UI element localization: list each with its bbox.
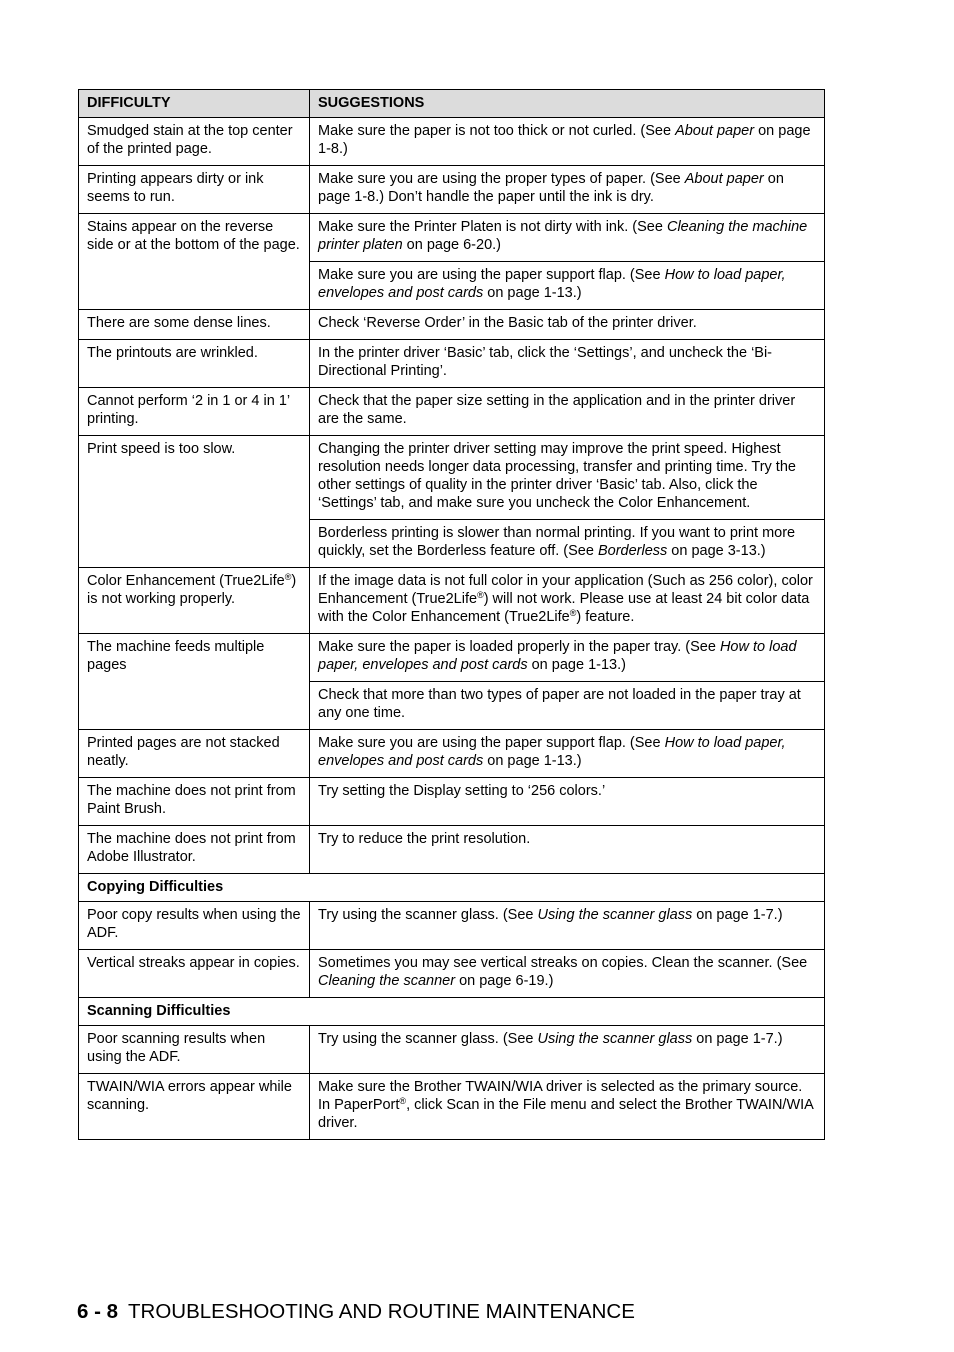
difficulty-cell: The machine does not print from Paint Brush. [79,778,310,826]
suggestion-cell: In the printer driver ‘Basic’ tab, click the ‘Settings’, and uncheck the ‘Bi-Directional Printing’. [310,340,825,388]
difficulty-cell: Stains appear on the reverse side or at the bottom of the page. [79,214,310,310]
suggestion-cell: Check that the paper size setting in the application and in the printer driver are the same. [310,388,825,436]
table-row [79,730,825,778]
difficulty-cell: Color Enhancement (True2Life®) is not working properly. [79,568,310,634]
page-footer [77,1300,635,1324]
table-row [79,568,825,634]
difficulty-cell: Cannot perform ‘2 in 1 or 4 in 1’ printing. [79,388,310,436]
suggestion-cell: Make sure you are using the paper support flap. (See How to load paper, envelopes and post cards on page 1-13.) [310,262,825,310]
suggestion-cell: Check ‘Reverse Order’ in the Basic tab of the printer driver. [310,310,825,340]
table-row [79,902,825,950]
suggestion-cell: Check that more than two types of paper are not loaded in the paper tray at any one time. [310,682,825,730]
chapter-title: TROUBLESHOOTING AND ROUTINE MAINTENANCE [128,1300,635,1323]
table-row [79,388,825,436]
suggestion-cell: Try to reduce the print resolution. [310,826,825,874]
table-row [79,214,825,262]
suggestion-cell: Changing the printer driver setting may improve the print speed. Highest resolution needs longer data processing, transfer and printing time. Try the other settings of quality in the printer driver ‘Basic’ tab. Also, click the ‘Settings’ tab, and make sure you uncheck the Color Enhancement. [310,436,825,520]
table-row [79,950,825,998]
table-row [79,1026,825,1074]
page-number: 6 - 8 [77,1300,119,1323]
table-header-row [79,90,825,118]
difficulty-cell: Smudged stain at the top center of the printed page. [79,118,310,166]
suggestion-cell: Sometimes you may see vertical streaks on copies. Clean the scanner. (See Cleaning the scanner on page 6-19.) [310,950,825,998]
difficulty-cell: Poor scanning results when using the ADF. [79,1026,310,1074]
suggestion-cell: Make sure the Printer Platen is not dirty with ink. (See Cleaning the machine printer platen on page 6-20.) [310,214,825,262]
difficulty-cell: TWAIN/WIA errors appear while scanning. [79,1074,310,1140]
header-difficulty: DIFFICULTY [79,90,310,118]
suggestion-cell: Try setting the Display setting to ‘256 colors.’ [310,778,825,826]
table-row [79,118,825,166]
table-row [79,826,825,874]
troubleshooting-table [78,89,825,1140]
difficulty-cell: The machine feeds multiple pages [79,634,310,730]
suggestion-cell: Borderless printing is slower than normal printing. If you want to print more quickly, set the Borderless feature off. (See Borderless on page 3-13.) [310,520,825,568]
table-row [79,166,825,214]
suggestion-cell: If the image data is not full color in your application (Such as 256 color), color Enhancement (True2Life®) will not work. Please use at least 24 bit color data with the Color Enhancement (True2Life®) feature. [310,568,825,634]
suggestion-cell: Make sure the Brother TWAIN/WIA driver is selected as the primary source. In PaperPort®, click Scan in the File menu and select the Brother TWAIN/WIA driver. [310,1074,825,1140]
table-row [79,778,825,826]
section-heading-copying: Copying Difficulties [79,874,825,902]
difficulty-cell: Vertical streaks appear in copies. [79,950,310,998]
section-row-scanning [79,998,825,1026]
header-suggestions: SUGGESTIONS [310,90,825,118]
suggestion-cell: Make sure you are using the proper types of paper. (See About paper on page 1-8.) Don’t handle the paper until the ink is dry. [310,166,825,214]
suggestion-cell: Make sure the paper is not too thick or not curled. (See About paper on page 1-8.) [310,118,825,166]
difficulty-cell: The printouts are wrinkled. [79,340,310,388]
section-row-copying [79,874,825,902]
difficulty-cell: There are some dense lines. [79,310,310,340]
suggestion-cell: Make sure you are using the paper support flap. (See How to load paper, envelopes and post cards on page 1-13.) [310,730,825,778]
table-row [79,634,825,682]
difficulty-cell: The machine does not print from Adobe Illustrator. [79,826,310,874]
table-row [79,340,825,388]
suggestion-cell: Try using the scanner glass. (See Using the scanner glass on page 1-7.) [310,902,825,950]
section-heading-scanning: Scanning Difficulties [79,998,825,1026]
table-row [79,310,825,340]
difficulty-cell: Printing appears dirty or ink seems to run. [79,166,310,214]
difficulty-cell: Printed pages are not stacked neatly. [79,730,310,778]
difficulty-cell: Print speed is too slow. [79,436,310,568]
table-row [79,1074,825,1140]
table-row [79,436,825,520]
suggestion-cell: Make sure the paper is loaded properly in the paper tray. (See How to load paper, envelopes and post cards on page 1-13.) [310,634,825,682]
difficulty-cell: Poor copy results when using the ADF. [79,902,310,950]
suggestion-cell: Try using the scanner glass. (See Using the scanner glass on page 1-7.) [310,1026,825,1074]
